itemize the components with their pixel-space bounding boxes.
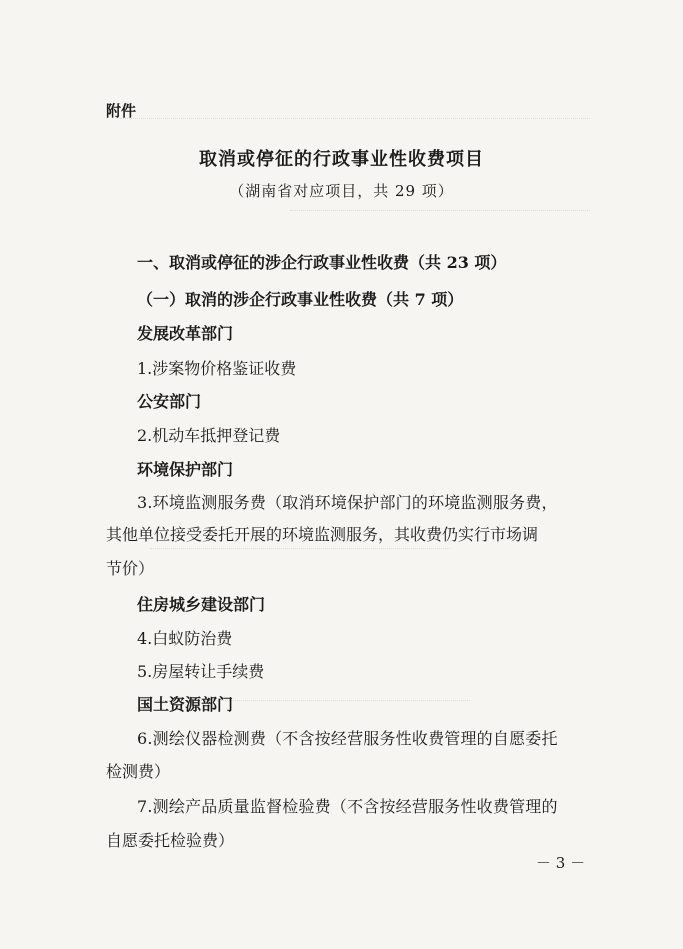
fee-item: 7.测绘产品质量监督检验费（不含按经营服务性收费管理的 xyxy=(137,797,558,816)
fee-item-continued: 自愿委托检验费） xyxy=(106,831,235,850)
bleed-through-texture xyxy=(120,118,590,125)
bleed-through-texture xyxy=(290,210,590,217)
attachment-label: 附件 xyxy=(106,102,137,120)
fee-item: 5.房屋转让手续费 xyxy=(137,662,265,681)
subsection-heading: （一）取消的涉企行政事业性收费（共 7 项） xyxy=(137,290,464,309)
department-heading: 环境保护部门 xyxy=(137,460,234,479)
fee-item: 6.测绘仪器检测费（不含按经营服务性收费管理的自愿委托 xyxy=(137,729,558,748)
fee-item: 3.环境监测服务费（取消环境保护部门的环境监测服务费， xyxy=(137,493,558,512)
fee-item: 4.白蚁防治费 xyxy=(137,629,233,648)
fee-item-continued: 其他单位接受委托开展的环境监测服务，其收费仍实行市场调 xyxy=(106,525,539,544)
fee-item: 1.涉案物价格鉴证收费 xyxy=(137,359,297,378)
department-heading: 国土资源部门 xyxy=(137,695,234,714)
section-heading: 一、取消或停征的涉企行政事业性收费（共 23 项） xyxy=(137,253,507,272)
document-subtitle: （湖南省对应项目，共 29 项） xyxy=(229,182,454,200)
department-heading: 住房城乡建设部门 xyxy=(137,595,266,614)
fee-item-continued: 检测费） xyxy=(106,762,171,781)
bleed-through-texture xyxy=(150,548,450,555)
document-title: 取消或停征的行政事业性收费项目 xyxy=(199,149,484,170)
page-number: － 3 － xyxy=(536,854,586,872)
department-heading: 发展改革部门 xyxy=(137,324,234,343)
fee-item-continued: 节价） xyxy=(106,559,155,578)
department-heading: 公安部门 xyxy=(137,392,202,411)
fee-item: 2.机动车抵押登记费 xyxy=(137,426,281,445)
